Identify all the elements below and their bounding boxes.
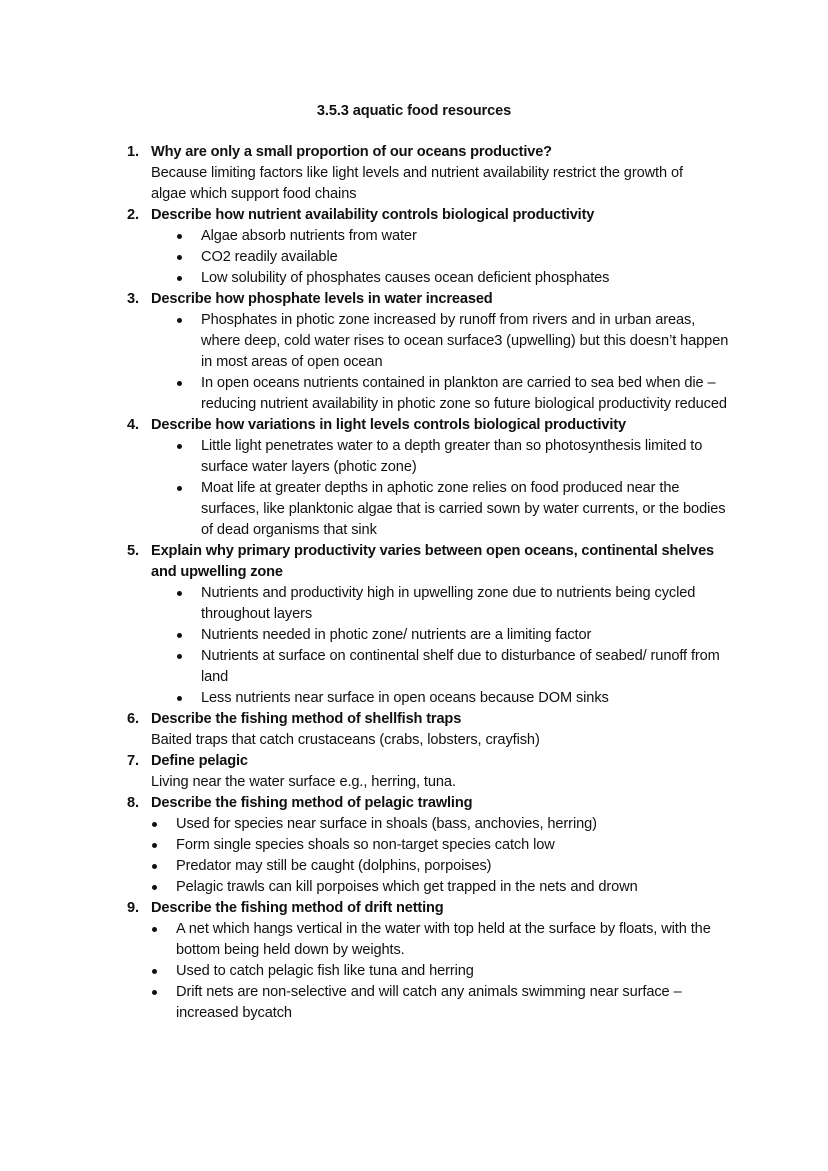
bullet-icon [177, 255, 182, 260]
answer-bullet [0, 478, 828, 541]
answer-bullet [0, 961, 828, 982]
question-item-6 [0, 709, 828, 751]
bullet-text: Drift nets are non-selective and will catch any animals swimming near surface – increased bycatch [176, 984, 682, 1021]
bullet-text: Nutrients and productivity high in upwelling zone due to nutrients being cycled throughout layers [201, 585, 696, 622]
question-item-5 [0, 541, 828, 709]
bullet-icon [177, 276, 182, 281]
question-number: 8. [127, 795, 139, 811]
bullet-text: Moat life at greater depths in aphotic zone relies on food produced near the surfaces, like planktonic algae that is carried sown by water currents, or the bodies of dead organisms that sink [201, 480, 726, 538]
question-number: 6. [127, 711, 139, 727]
bullet-text: Nutrients needed in photic zone/ nutrients are a limiting factor [201, 627, 592, 643]
bullet-icon [177, 318, 182, 323]
question-number: 1. [127, 144, 139, 160]
bullet-icon [177, 696, 182, 701]
answer-text: Baited traps that catch crustaceans (crabs, lobsters, crayfish) [151, 732, 540, 748]
bullet-text: CO2 readily available [201, 249, 338, 265]
answer-bullet [0, 877, 828, 898]
bullet-icon [177, 591, 182, 596]
answer-bullet [0, 268, 828, 289]
question-number: 5. [127, 543, 139, 559]
question-item-4 [0, 415, 828, 541]
question-text: Describe how variations in light levels controls biological productivity [151, 417, 626, 433]
answer-bullet [0, 583, 828, 625]
question-text: Describe the fishing method of pelagic trawling [151, 795, 473, 811]
bullet-text: Nutrients at surface on continental shelf due to disturbance of seabed/ runoff from land [201, 648, 720, 685]
question-text: Describe the fishing method of shellfish traps [151, 711, 462, 727]
question-list [0, 142, 828, 1024]
bullet-text: Phosphates in photic zone increased by runoff from rivers and in urban areas, where deep, cold water rises to ocean surface3 (upwelling) but this doesn’t happen in most areas of open ocean [201, 312, 729, 370]
question-item-7 [0, 751, 828, 793]
bullet-icon [152, 927, 157, 932]
question-number: 2. [127, 207, 139, 223]
answer-bullet [0, 982, 828, 1024]
question-number: 4. [127, 417, 139, 433]
question-text: Define pelagic [151, 753, 248, 769]
bullet-icon [177, 486, 182, 491]
answer-bullet [0, 646, 828, 688]
answer-bullet [0, 814, 828, 835]
answer-text: Because limiting factors like light levels and nutrient availability restrict the growth of algae which support food chains [151, 165, 683, 202]
bullet-icon [177, 444, 182, 449]
question-item-2 [0, 205, 828, 289]
answer-bullet [0, 310, 828, 373]
answer-bullet [0, 226, 828, 247]
bullet-icon [177, 234, 182, 239]
bullet-text: Pelagic trawls can kill porpoises which get trapped in the nets and drown [176, 879, 638, 895]
question-text: Why are only a small proportion of our oceans productive? [151, 144, 552, 160]
bullet-text: Form single species shoals so non-target species catch low [176, 837, 555, 853]
bullet-text: Used to catch pelagic fish like tuna and herring [176, 963, 474, 979]
question-text: Describe how nutrient availability controls biological productivity [151, 207, 595, 223]
bullet-text: Less nutrients near surface in open oceans because DOM sinks [201, 690, 609, 706]
question-text: Describe how phosphate levels in water increased [151, 291, 493, 307]
bullet-text: Low solubility of phosphates causes ocean deficient phosphates [201, 270, 610, 286]
bullet-text: Used for species near surface in shoals (bass, anchovies, herring) [176, 816, 597, 832]
answer-bullet [0, 625, 828, 646]
question-heading [0, 751, 828, 772]
answer-bullet [0, 835, 828, 856]
bullet-icon [152, 822, 157, 827]
question-item-8 [0, 793, 828, 898]
question-item-1 [0, 142, 828, 205]
question-heading [0, 205, 828, 226]
answer-bullet [0, 688, 828, 709]
answer-bullet-list [0, 583, 828, 709]
document-title: 3.5.3 aquatic food resources [316, 103, 512, 119]
answer-bullet-list [0, 919, 828, 1024]
question-item-3 [0, 289, 828, 415]
answer-bullet-list [0, 814, 828, 898]
question-heading [0, 142, 828, 163]
answer-bullet [0, 919, 828, 961]
bullet-icon [152, 843, 157, 848]
question-heading [0, 541, 828, 583]
bullet-text: A net which hangs vertical in the water with top held at the surface by floats, with the bottom being held down by weights. [176, 921, 711, 958]
bullet-text: Little light penetrates water to a depth greater than so photosynthesis limited to surface water layers (photic zone) [201, 438, 703, 475]
bullet-icon [152, 885, 157, 890]
question-number: 9. [127, 900, 139, 916]
question-number: 3. [127, 291, 139, 307]
question-heading [0, 709, 828, 730]
bullet-icon [152, 990, 157, 995]
question-heading [0, 415, 828, 436]
bullet-icon [177, 654, 182, 659]
bullet-text: Predator may still be caught (dolphins, porpoises) [176, 858, 492, 874]
question-text: Explain why primary productivity varies between open oceans, continental shelves and upwelling zone [151, 543, 715, 580]
question-heading [0, 898, 828, 919]
question-text: Describe the fishing method of drift netting [151, 900, 444, 916]
bullet-icon [177, 381, 182, 386]
answer-text: Living near the water surface e.g., herring, tuna. [151, 774, 456, 790]
bullet-text: In open oceans nutrients contained in plankton are carried to sea bed when die – reducing nutrient availability in photic zone so future biological productivity reduced [201, 375, 727, 412]
question-heading [0, 289, 828, 310]
bullet-icon [152, 969, 157, 974]
answer-bullet-list [0, 226, 828, 289]
answer-bullet [0, 436, 828, 478]
answer-bullet-list [0, 436, 828, 541]
bullet-text: Algae absorb nutrients from water [201, 228, 417, 244]
bullet-icon [177, 633, 182, 638]
bullet-icon [152, 864, 157, 869]
answer-bullet [0, 373, 828, 415]
answer-bullet [0, 247, 828, 268]
question-number: 7. [127, 753, 139, 769]
answer-bullet [0, 856, 828, 877]
question-item-9 [0, 898, 828, 1024]
question-heading [0, 793, 828, 814]
answer-bullet-list [0, 310, 828, 415]
